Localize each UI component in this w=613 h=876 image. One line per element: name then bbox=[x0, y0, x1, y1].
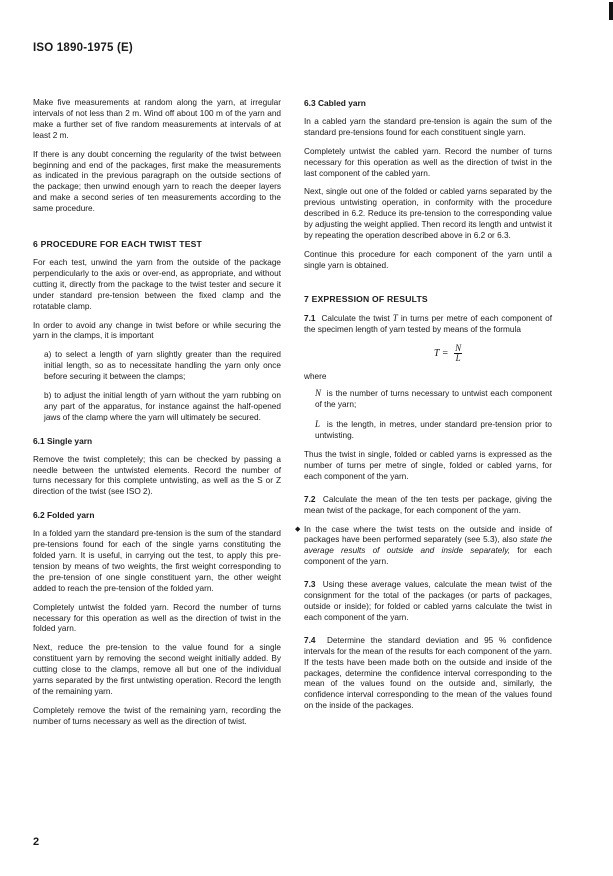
change-marker-icon: ◆ bbox=[295, 525, 301, 533]
section-6-2-paragraph-1: In a folded yarn the standard pre-tension is the sum of the standard pre-tensions found for each of the single yarns constituting the folded yarn. It is useful, in carrying out the test, to apply this pre-tension by means of two weights, the first weight corresponding to the pre-tension of one single constituent yarn, the other weight added to reach the pre-tension of the folded yarn. bbox=[33, 529, 281, 593]
section-6-heading: 6 PROCEDURE FOR EACH TWIST TEST bbox=[33, 239, 203, 250]
definition-N bbox=[304, 388, 552, 411]
section-7-1-paragraph-2: Thus the twist in single, folded or cabled yarns is expressed as the number of turns per metre of single, folded or cabled yarns, for each component of the yarn. bbox=[304, 450, 552, 481]
where-label: where bbox=[304, 371, 327, 381]
formula-lhs: T = bbox=[433, 347, 449, 359]
document-header: ISO 1890-1975 (E) bbox=[33, 42, 133, 54]
section-7-4-paragraph bbox=[304, 636, 552, 712]
section-7-3-text: Using these average values, calculate the mean twist of the consignment for the total of the packages (or parts of packages, outside or inside); for folded or cabled yarns calculate the twist in each component of the yarn. bbox=[304, 580, 552, 622]
section-6-3-paragraph-3: Next, single out one of the folded or cabled yarns separated by the previous untwisting operation, in conformity with the procedure described in 6.2. Reduce its pre-tension to the corresponding value by adjusting the weight applied. Then record its length and untwist it by repeating the operation described above in 6.2 or 6.3. bbox=[304, 187, 552, 241]
variable-T: T bbox=[392, 312, 398, 323]
section-7-heading: 7 EXPRESSION OF RESULTS bbox=[304, 293, 428, 304]
section-7-1-paragraph-1 bbox=[304, 313, 552, 336]
definition-L-text: is the length, in metres, under standard pre-tension prior to untwisting. bbox=[315, 420, 552, 441]
section-6-paragraph-1: For each test, unwind the yarn from the outside of the package perpendicularly to the axis or over-end, as appropriate, and without cutting it, directly from the package to the twist tester and secure it under standard pre-tension between the fixed clamp and the rotatable clamp. bbox=[33, 257, 281, 311]
section-6-1-heading: 6.1 Single yarn bbox=[33, 435, 93, 446]
section-7-2-text: Calculate the mean of the ten tests per package, giving the mean twist of the package, for each component of the yarn. bbox=[304, 494, 553, 515]
section-7-2-text-italic: state the average results of outside and inside separately, bbox=[304, 535, 552, 556]
section-7-3-number: 7.3 bbox=[304, 580, 316, 590]
section-7-2-text-b: for each component of the yarn. bbox=[304, 546, 552, 567]
section-6-3-paragraph-4: Continue this procedure for each component of the yarn until a single yarn is obtained. bbox=[304, 249, 552, 270]
section-7-2-number: 7.2 bbox=[304, 494, 316, 504]
section-7-1-text-b: in turns per metre of each component of the specimen length of yarn tested by means of the formula bbox=[304, 313, 552, 334]
section-7-2-paragraph-2 bbox=[295, 524, 552, 569]
formula-denominator: L bbox=[455, 352, 461, 363]
left-column bbox=[33, 98, 281, 736]
section-7-4-text: Determine the standard deviation and 95 % confidence intervals for the mean of the results for each component of the yarn. If the tests have been made both on the outside and inside of the packages, determine the confidence interval corresponding to the mean of the values found on the outside and, similarly, the confidence interval corresponding to the mean of the values found on the inside of the packages. bbox=[304, 635, 552, 711]
intro-paragraph-2: If there is any doubt concerning the regularity of the twist between beginning and end of the packages, first make the measurements as indicated in the previous paragraph on the outside sections of the package; then unwind enough yarn to reach the deeper layers and make a second series of ten measurements according to the same procedure. bbox=[33, 149, 281, 214]
definition-L bbox=[304, 419, 552, 442]
section-7-2-paragraph-1 bbox=[304, 495, 552, 517]
section-7-2-text-a: In the case where the twist tests on the outside and inside of packages have been performed separately (see 5.3), also bbox=[304, 524, 552, 545]
variable-N: N bbox=[315, 388, 322, 399]
definition-N-text: is the number of turns necessary to untwist each component of the yarn; bbox=[315, 389, 552, 410]
section-6-1-paragraph: Remove the twist completely; this can be checked by passing a needle between the untwisted elements. Record the number of turns necessary for this complete untwisting, as well as the S or Z direction of the twist (see ISO 2). bbox=[33, 454, 281, 497]
section-6-3-paragraph-1: In a cabled yarn the standard pre-tension is again the sum of the standard pre-tensions found for each constituent single yarn. bbox=[304, 116, 552, 137]
section-6-3-paragraph-2: Completely untwist the cabled yarn. Record the number of turns necessary for this operation as well as the direction of twist in the last component of the cabled yarn. bbox=[304, 146, 552, 178]
page-number: 2 bbox=[33, 836, 40, 848]
section-6-2-heading: 6.2 Folded yarn bbox=[33, 510, 95, 521]
section-6-3-heading: 6.3 Cabled yarn bbox=[304, 98, 366, 108]
section-6-paragraph-2: In order to avoid any change in twist before or while securing the yarn in the clamps, it is important bbox=[33, 320, 281, 341]
twist-formula bbox=[344, 344, 552, 366]
intro-paragraph-1: Make five measurements at random along the yarn, at irregular intervals of not less than 2 m. Wind off about 100 m of the yarn and make a further set of five random measurements at intervals of at least 2 m. bbox=[33, 98, 281, 140]
formula-fraction bbox=[454, 344, 462, 363]
section-6-item-a: a) to select a length of yarn slightly greater than the required initial length, so as to necessitate handling the yarn only once before securing it between the clamps; bbox=[44, 350, 281, 382]
section-6-2-paragraph-3: Next, reduce the pre-tension to the value found for a single constituent yarn by removing the second weight initially added. By cutting close to the clamps, remove all but one of the individual yarns separated by the first untwisting operation. Record the length of the remaining yarn. bbox=[33, 643, 281, 696]
right-column bbox=[295, 98, 553, 720]
section-7-1-text-a: Calculate the twist bbox=[321, 313, 390, 323]
variable-L: L bbox=[315, 419, 321, 430]
page-edge-mark bbox=[609, 2, 613, 20]
section-6-2-paragraph-2: Completely untwist the folded yarn. Record the number of turns necessary for this operation as well as the direction of twist in the folded yarn. bbox=[33, 602, 281, 634]
section-7-1-number: 7.1 bbox=[304, 313, 316, 323]
section-7-4-number: 7.4 bbox=[304, 635, 316, 645]
section-6-2-paragraph-4: Completely remove the twist of the remaining yarn, recording the number of turns necessary as well as the direction of twist. bbox=[33, 705, 281, 726]
formula-numerator: N bbox=[455, 342, 462, 353]
section-6-item-b: b) to adjust the initial length of yarn without the yarn rubbing on any part of the apparatus, for instance against the half-opened jaws of the clamp where the yarn will ultimately be secured. bbox=[44, 391, 281, 422]
section-7-3-paragraph bbox=[304, 580, 552, 624]
